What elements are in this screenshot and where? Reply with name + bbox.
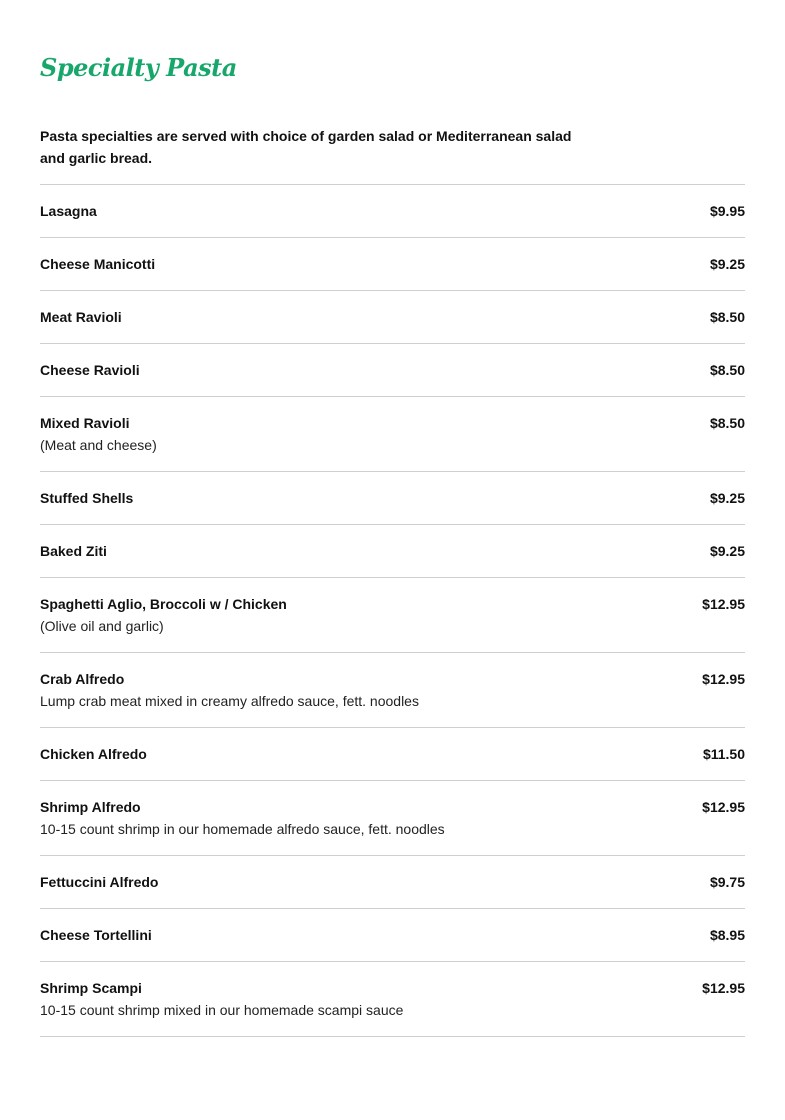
menu-item-name: Spaghetti Aglio, Broccoli w / Chicken: [40, 596, 287, 612]
menu-item-text: [40, 743, 147, 765]
menu-item-price: $9.95: [709, 203, 745, 219]
menu-item-description: Lump crab meat mixed in creamy alfredo sauce, fett. noodles: [40, 693, 419, 709]
menu-item-description: (Olive oil and garlic): [40, 618, 164, 634]
menu-item-text: [40, 359, 140, 381]
menu-item-price: $9.25: [709, 543, 745, 559]
menu-item: [40, 472, 745, 525]
menu-item: [40, 238, 745, 291]
menu-item: [40, 856, 745, 909]
menu-item: [40, 185, 745, 238]
menu-item-price: $9.25: [709, 490, 745, 506]
menu-item-text: [40, 977, 403, 1021]
menu-item-name: Shrimp Alfredo: [40, 799, 141, 815]
menu-item-price: $12.95: [702, 799, 745, 815]
menu-item-price: $8.50: [709, 309, 745, 325]
menu-item: [40, 344, 745, 397]
menu-item: [40, 909, 745, 962]
menu-item-name: Lasagna: [40, 203, 97, 219]
menu-item-text: [40, 796, 445, 840]
menu-item-text: [40, 200, 97, 222]
menu-item: [40, 525, 745, 578]
menu-item: [40, 291, 745, 344]
menu-item-text: [40, 412, 157, 456]
menu-item-price: $8.50: [709, 415, 745, 431]
menu-item-name: Cheese Tortellini: [40, 927, 152, 943]
menu-item-description: 10-15 count shrimp mixed in our homemade scampi sauce: [40, 1002, 404, 1018]
menu-item-name: Fettuccini Alfredo: [40, 874, 159, 890]
menu-item-text: [40, 871, 159, 893]
menu-item: [40, 653, 745, 728]
menu-item-text: [40, 924, 152, 946]
menu-item-name: Crab Alfredo: [40, 671, 125, 687]
menu-item-price: $8.50: [709, 362, 745, 378]
menu-item-name: Mixed Ravioli: [40, 415, 130, 431]
menu-item-price: $9.25: [709, 256, 745, 272]
menu-item-price: $8.95: [709, 927, 745, 943]
menu-item: [40, 781, 745, 856]
menu-item-description: (Meat and cheese): [40, 437, 157, 453]
menu-item-text: [40, 540, 107, 562]
menu-item-name: Meat Ravioli: [40, 309, 122, 325]
menu-item-description: 10-15 count shrimp in our homemade alfredo sauce, fett. noodles: [40, 821, 445, 837]
menu-item-name: Chicken Alfredo: [40, 746, 147, 762]
menu-item-price: $12.95: [702, 596, 745, 612]
menu-item: [40, 962, 745, 1037]
menu-item-text: [40, 668, 419, 712]
menu-item-text: [40, 306, 122, 328]
menu-item-text: [40, 253, 155, 275]
menu-list: [40, 184, 745, 1037]
menu-item-name: Baked Ziti: [40, 543, 107, 559]
menu-item: [40, 578, 745, 653]
menu-item-price: $9.75: [709, 874, 745, 890]
menu-item-price: $11.50: [702, 746, 745, 762]
menu-item-price: $12.95: [702, 980, 745, 996]
menu-item-name: Cheese Ravioli: [40, 362, 140, 378]
menu-item: [40, 397, 745, 472]
section-title: Specialty Pasta: [40, 53, 237, 82]
menu-item: [40, 728, 745, 781]
menu-item-name: Cheese Manicotti: [40, 256, 156, 272]
menu-item-text: [40, 487, 133, 509]
section-intro: Pasta specialties are served with choice of garden salad or Mediterranean salad and garlic bread.: [40, 128, 572, 166]
menu-item-name: Stuffed Shells: [40, 490, 134, 506]
menu-item-text: [40, 593, 287, 637]
menu-item-price: $12.95: [702, 671, 745, 687]
menu-item-name: Shrimp Scampi: [40, 980, 142, 996]
